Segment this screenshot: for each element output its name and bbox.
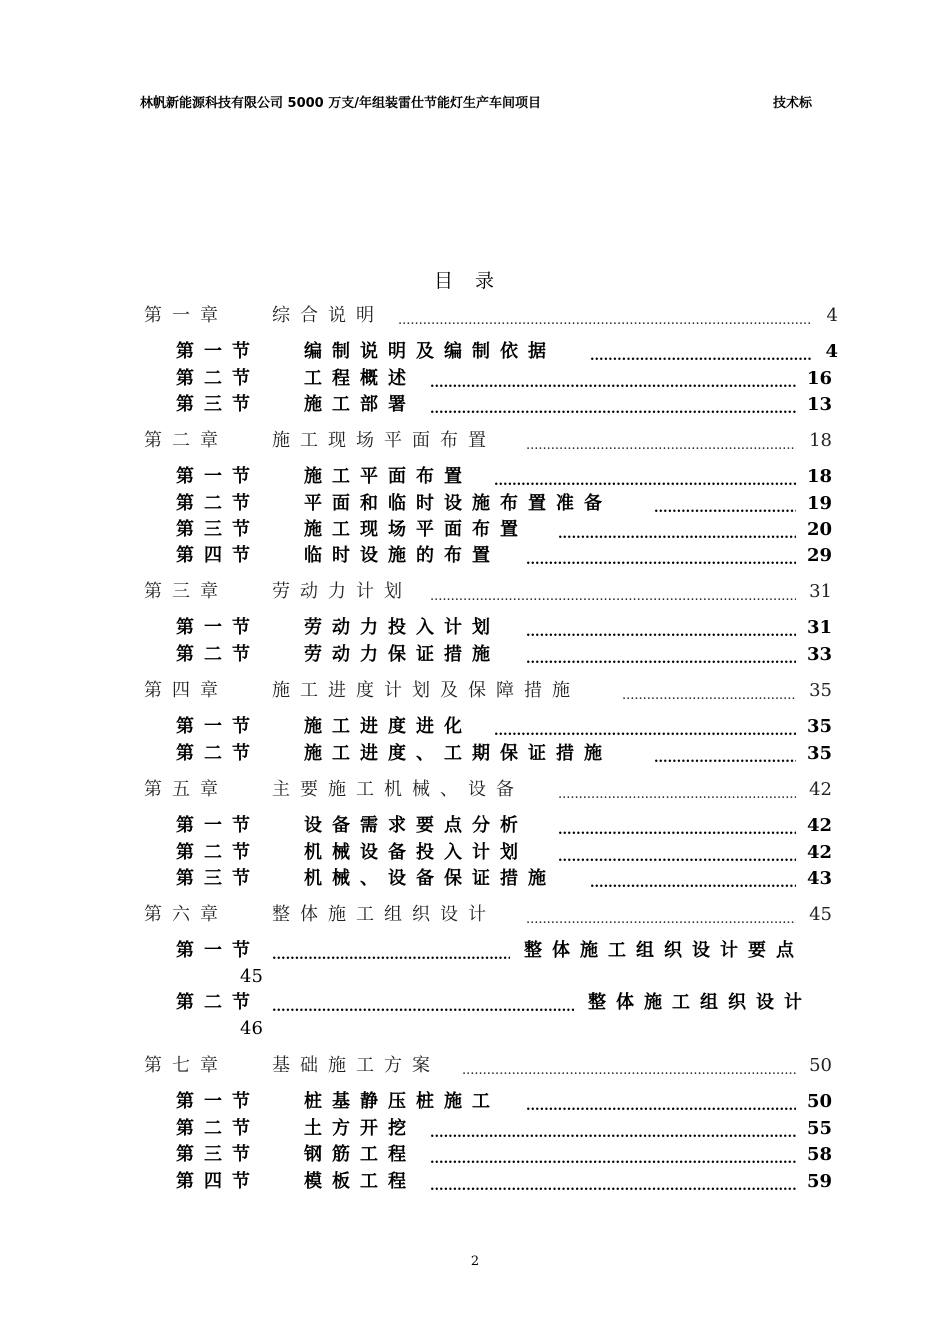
toc-label: 第二节: [176, 992, 260, 1013]
toc-chapter-row[interactable]: [0, 303, 950, 329]
toc-title-text: 施工部署: [304, 394, 416, 415]
toc-title-text: 施工现场平面布置: [272, 430, 496, 451]
toc-label: 第一节: [176, 466, 260, 487]
toc-page: 45: [240, 966, 263, 987]
toc-chapter-row[interactable]: [0, 1053, 950, 1079]
toc-section-row[interactable]: [0, 366, 950, 392]
toc-label: 第七章: [144, 1055, 228, 1076]
toc-page: 42: [806, 815, 832, 836]
toc-section-row[interactable]: [0, 517, 950, 543]
toc-leader: [272, 990, 574, 1016]
toc-page: 31: [806, 617, 832, 638]
toc-leader: [622, 678, 796, 704]
toc-title-text: 综合说明: [272, 305, 384, 326]
toc-page: 59: [806, 1171, 832, 1192]
toc-page: 33: [806, 644, 832, 665]
toc-title-text: 钢筋工程: [304, 1144, 416, 1165]
toc-leader: [654, 491, 796, 517]
page-number: 2: [470, 1254, 480, 1269]
toc-section-row[interactable]: [0, 392, 950, 418]
toc-leader: [430, 1169, 796, 1195]
toc-leader: [590, 339, 812, 365]
toc-label: 第五章: [144, 779, 228, 800]
toc-section-row[interactable]: [0, 642, 950, 668]
toc-label: 第一节: [176, 716, 260, 737]
toc-leader: [558, 813, 796, 839]
page-header: [140, 92, 812, 112]
toc-page: 4: [826, 305, 838, 326]
toc-leader: [526, 1089, 796, 1115]
toc-page: 58: [806, 1144, 832, 1165]
toc-leader: [272, 938, 510, 964]
toc-title-text: 施工进度计划及保障措施: [272, 680, 580, 701]
toc-title-text: 施工进度、工期保证措施: [304, 743, 612, 764]
toc-section-row[interactable]: [0, 464, 950, 490]
toc-title-text: 基础施工方案: [272, 1055, 440, 1076]
toc-page: 50: [806, 1091, 832, 1112]
toc-leader: [558, 840, 796, 866]
toc-section-row[interactable]: [0, 1116, 950, 1142]
toc-title-text: 施工进度进化: [304, 716, 472, 737]
toc-chapter-row[interactable]: [0, 678, 950, 704]
header-project-name: 林帆新能源科技有限公司 5000 万支/年组装雷仕节能灯生产车间项目: [140, 96, 541, 111]
toc-page: 43: [806, 868, 832, 889]
toc-label: 第一节: [176, 940, 260, 961]
header-doc-type: 技术标: [772, 96, 812, 111]
toc-leader: [558, 777, 796, 803]
toc-section-row[interactable]: [0, 339, 950, 365]
toc-title-text: 工程概述: [304, 368, 416, 389]
toc-page: 4: [825, 341, 838, 362]
toc-label: 第六章: [144, 904, 228, 925]
toc-section-row[interactable]: [0, 741, 950, 767]
toc-label: 第一节: [176, 341, 260, 362]
toc-title-text: 整体施工组织设计要点: [524, 940, 804, 961]
toc-label: 第一节: [176, 1091, 260, 1112]
toc-page: 29: [806, 545, 832, 566]
toc-page: 20: [806, 519, 832, 540]
toc-page: 35: [809, 680, 832, 701]
toc-label: 第一章: [144, 305, 228, 326]
toc-page: 55: [806, 1118, 832, 1139]
toc-title-text: 劳动力投入计划: [304, 617, 500, 638]
toc-leader: [526, 615, 796, 641]
toc-title-text: 机械设备投入计划: [304, 842, 528, 863]
toc-leader: [526, 902, 796, 928]
toc-page: 13: [806, 394, 832, 415]
toc-leader: [494, 464, 796, 490]
toc-section-row[interactable]: [0, 491, 950, 517]
toc-label: 第二节: [176, 368, 260, 389]
toc-label: 第三节: [176, 519, 260, 540]
toc-leader: [430, 1116, 796, 1142]
toc-section-row[interactable]: [0, 1142, 950, 1168]
toc-page: 42: [806, 842, 832, 863]
toc-label: 第二节: [176, 743, 260, 764]
toc-leader: [654, 741, 796, 767]
toc-page: 35: [806, 716, 832, 737]
toc-label: 第一节: [176, 815, 260, 836]
toc-label: 第二章: [144, 430, 228, 451]
toc-page: 35: [806, 743, 832, 764]
toc-leader: [430, 366, 796, 392]
toc-leader: [494, 714, 796, 740]
toc-label: 第三章: [144, 581, 228, 602]
toc-section-row[interactable]: [0, 813, 950, 839]
toc-section-row-wrapped[interactable]: [0, 990, 950, 1042]
toc-section-row[interactable]: [0, 714, 950, 740]
toc-title-text: 整体施工组织设计: [272, 904, 496, 925]
toc-chapter-row[interactable]: [0, 579, 950, 605]
toc-title-text: 劳动力保证措施: [304, 644, 500, 665]
toc-leader: [558, 517, 796, 543]
toc-title-text: 施工平面布置: [304, 466, 472, 487]
toc-leader: [430, 579, 796, 605]
toc-section-row[interactable]: [0, 840, 950, 866]
toc-title-text: 平面和临时设施布置准备: [304, 493, 612, 514]
toc-leader: [398, 303, 810, 329]
toc-title-text: 编制说明及编制依据: [304, 341, 556, 362]
toc-label: 第四节: [176, 545, 260, 566]
toc-section-row[interactable]: [0, 543, 950, 569]
toc-section-row[interactable]: [0, 615, 950, 641]
toc-leader: [526, 543, 796, 569]
toc-title-text: 桩基静压桩施工: [304, 1091, 500, 1112]
toc-title-text: 整体施工组织设计: [588, 992, 812, 1013]
toc-label: 第一节: [176, 617, 260, 638]
toc-label: 第四章: [144, 680, 228, 701]
toc-page: 18: [809, 430, 832, 451]
toc-leader: [462, 1053, 796, 1079]
toc-title-text: 模板工程: [304, 1171, 416, 1192]
toc-page: 46: [240, 1018, 263, 1039]
toc-leader: [526, 642, 796, 668]
toc-label: 第二节: [176, 1118, 260, 1139]
toc-leader: [430, 392, 796, 418]
toc-label: 第二节: [176, 644, 260, 665]
toc-label: 第四节: [176, 1171, 260, 1192]
toc-page: 19: [806, 493, 832, 514]
toc-label: 第三节: [176, 1144, 260, 1165]
toc-page: 50: [809, 1055, 832, 1076]
toc-leader: [526, 428, 796, 454]
toc-section-row[interactable]: [0, 1089, 950, 1115]
toc-chapter-row[interactable]: [0, 777, 950, 803]
toc-title-text: 临时设施的布置: [304, 545, 500, 566]
toc-label: 第三节: [176, 394, 260, 415]
toc-title-text: 设备需求要点分析: [304, 815, 528, 836]
toc-title-text: 机械、设备保证措施: [304, 868, 556, 889]
toc-title-text: 施工现场平面布置: [304, 519, 528, 540]
toc-title-text: 劳动力计划: [272, 581, 412, 602]
toc-leader: [430, 1142, 796, 1168]
toc-title-text: 主要施工机械、设备: [272, 779, 524, 800]
toc-title: 目录: [433, 270, 516, 292]
toc-label: 第二节: [176, 842, 260, 863]
toc-section-row[interactable]: [0, 1169, 950, 1195]
toc-page: 42: [809, 779, 832, 800]
toc-page: 45: [809, 904, 832, 925]
toc-label: 第二节: [176, 493, 260, 514]
toc-page: 31: [809, 581, 832, 602]
toc-chapter-row[interactable]: [0, 902, 950, 928]
toc-page: 16: [806, 368, 832, 389]
toc-chapter-row[interactable]: [0, 428, 950, 454]
toc-page: 18: [806, 466, 832, 487]
toc-title-text: 土方开挖: [304, 1118, 416, 1139]
toc-section-row-wrapped[interactable]: [0, 938, 950, 990]
toc-leader: [590, 866, 796, 892]
toc-label: 第三节: [176, 868, 260, 889]
toc-section-row[interactable]: [0, 866, 950, 892]
